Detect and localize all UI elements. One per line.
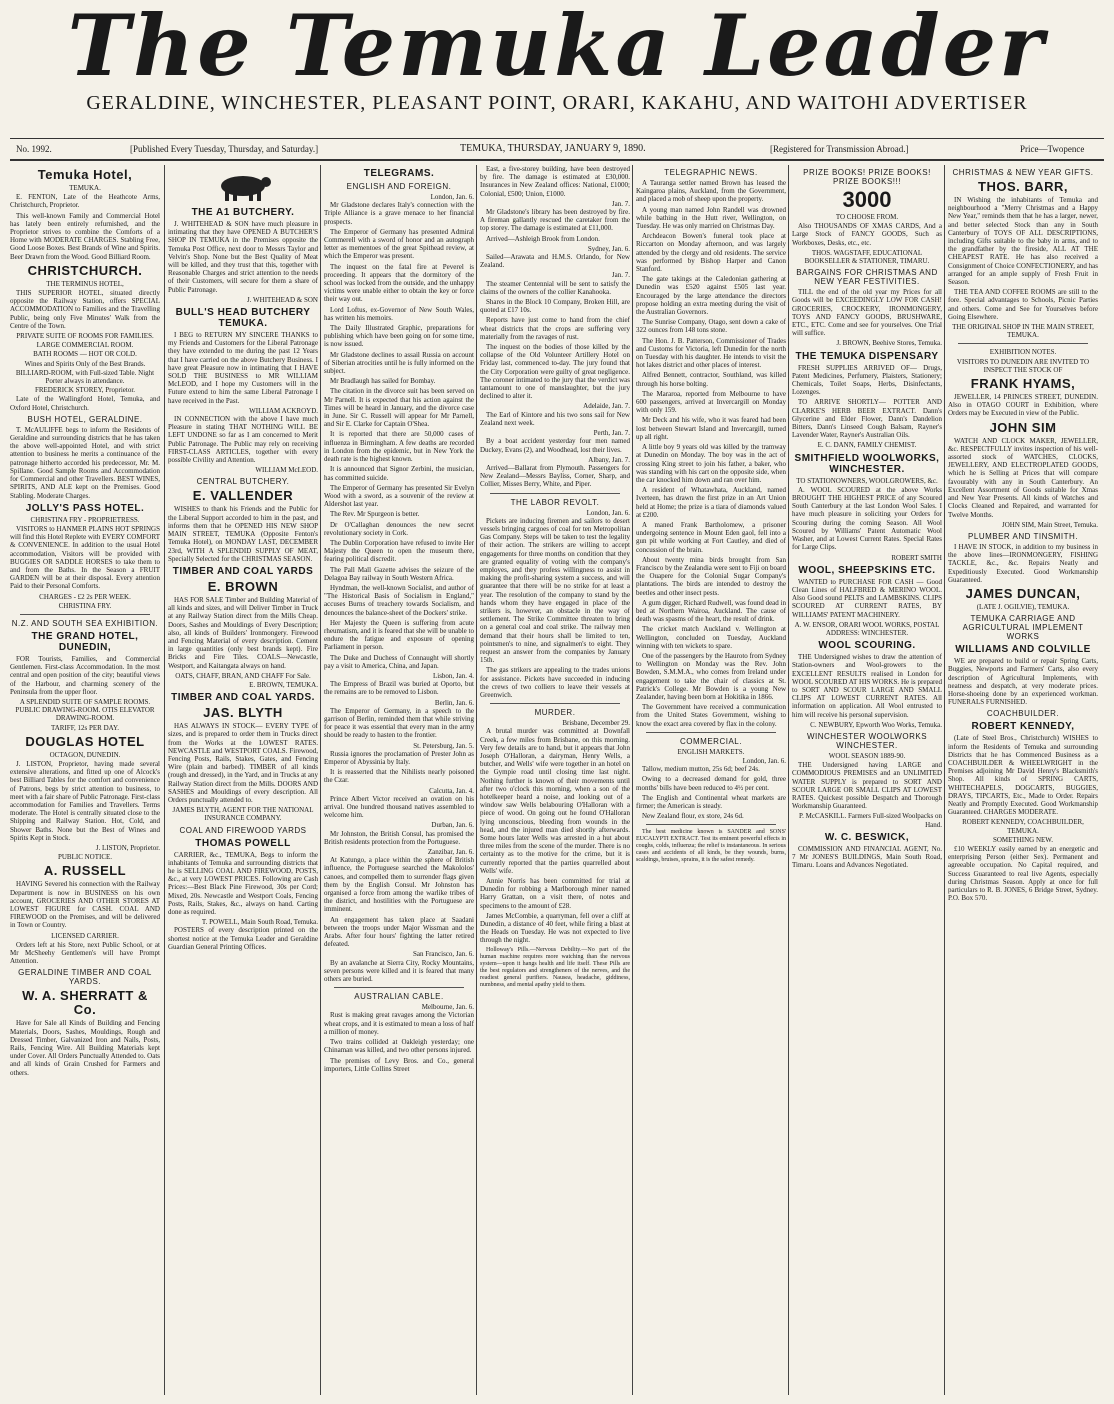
news-paragraph: The Daily Illustrated Graphic, preparations for publishing which have been going on for some time, is now issued.	[324, 324, 474, 349]
news-paragraph: Hyndman, the well-known Socialist, and author of "The Historical Basis of Socialism in England," accuses Burns of treachery towards Socialism, and denounces the balance-sheet of the Dockers' strike.	[324, 583, 474, 617]
newspaper-subtitle: GERALDINE, WINCHESTER, PLEASANT POINT, ORARI, KAKAHU, AND WAITOHI ADVERTISER	[86, 92, 1028, 114]
news-paragraph: Dr O'Callaghan denounces the new secret revolutionary society in Cork.	[324, 520, 474, 537]
ad-text: OATS, CHAFF, BRAN, AND CHAFF For Sale.	[175, 671, 311, 680]
ad-text: SOMETHING NEW.	[992, 835, 1054, 844]
ad-heading: TEMUKA CARRIAGE AND AGRICULTURAL IMPLEMENT WORKS	[962, 614, 1084, 642]
ad-text: JEWELLER, 14 PRINCES STREET, DUNEDIN. Also in OTAGO COURT in Exhibition, where Orders may be Executed in view of the Public.	[948, 393, 1098, 418]
news-paragraph: Rust is making great ravages among the Victorian wheat crops, and it is estimated to mean a loss of half a million of money.	[324, 1011, 474, 1036]
divider	[490, 493, 620, 494]
ad-text: VISITORS to HANMER PLAINS HOT SPRINGS will find this Hotel Replete with EVERY COMFORT & CONVENIENCE. In addition to the usual Hotel accommodation, Visitors will be provided with BUGGIES OR SADDLE HORSES to take them to and from the Baths. In the Season a FRUIT GARDEN will be at their disposal. Every attention Paid to their Personal Comforts.	[10, 524, 160, 591]
section-heading: COMMERCIAL.	[680, 736, 742, 746]
ad-heading: PRIZE BOOKS! PRIZE BOOKS! PRIZE BOOKS!!!	[803, 168, 931, 186]
ad-text: T. McAULIFFE begs to inform the Residents of Geraldine and surrounding districts that he has taken the above well-appointed Hotel, and with strict attention to business he merits a continuance of the patronage hitherto accorded his predecessor, Mr. M. Spillane. Good Sample Rooms and Accommodation for Commercial and other Travellers. BEST WINES, SPIRITS, AND ALE kept on the Premises. Good Stabling. Moderate Charges.	[10, 425, 160, 500]
section-subheading: ENGLISH MARKETS.	[677, 747, 745, 756]
ad-heading: ROBERT KENNEDY,	[971, 721, 1075, 733]
news-paragraph: Holloway's Pills.—Nervous Debility.—No part of the human machine requires more watching than the nervous system—upon it hangs health and life itself. These Pills are the best regulators and strengtheners of the nerves, and the readiest general purifiers. Nausea, headache, giddiness, numbness, and mental apathy yield to them.	[480, 946, 630, 988]
publication-schedule: [Published Every Tuesday, Thursday, and Saturday.]	[130, 144, 319, 154]
ad-signature: J. LISTON, Proprietor.	[95, 844, 160, 852]
section-heading: AUSTRALIAN CABLE.	[354, 992, 444, 1002]
registration-note: [Registered for Transmission Abroad.]	[770, 144, 909, 154]
dateline: Brisbane, December 29.	[562, 719, 630, 728]
ad-signature: J. BROWN, Beehive Stores, Temuka.	[836, 339, 942, 348]
ad-text: A SPLENDID SUITE OF SAMPLE ROOMS. PUBLIC DRAWING-ROOM. OTIS ELEVATOR DRAWING-ROOM.	[15, 697, 155, 723]
ad-text: CARRIER, &c., TEMUKA, Begs to inform the inhabitants of Temuka and surrounding districts that he is SELLING COAL AND FIREWOOD, POSTS, &c., at very LOWEST PRICES. Following are Cash Prices:—Best Black Pine Firewood, 30s per Cord; Mixed, 20s. Newcastle and Westport Coals, Fencing Posts, Rails, Stakes, &c., always on hand. Carting done as required.	[168, 850, 318, 916]
dateline: St. Petersburg, Jan. 5.	[413, 741, 474, 750]
column-rule	[320, 165, 321, 1395]
ad-text: IN CONNECTION with the above I have much Pleasure in stating THAT NOTHING WILL BE LEFT UNDONE so far as I am concerned to Merit Public Patronage. The Public may rely on receiving FIRST-CLASS ARTICLES, together with every possible Civility and Attention.	[168, 415, 318, 465]
news-paragraph: At Katungo, a place within the sphere of British influence, the Portuguese searched the Makololos' canoes, and compelled them to surrender flags given them by the English Consul. Mr Johnston has organised a force from among the warlike tribes of the district, and hostilities with the Portuguese are imminent.	[324, 856, 474, 914]
ad-text: CHRISTINA FRY.	[58, 601, 112, 610]
ad-text: E. FENTON, Late of the Heathcote Arms, Christchurch, Proprietor.	[10, 193, 160, 210]
ad-text: HAS ALWAYS IN STOCK— EVERY TYPE of sizes, and is prepared to order them in Trucks direct from the Works at the LOWEST RATES. NEWCASTLE and WESTPORT COALS. Firewood, Fencing Posts, Rails, Stakes, Gates, and Fencing Wire (plain and barbed). TIMBER of all kinds (rough and dressed), in the Yard, and in Trucks at any Railway Station direct from the Mills. DOORS AND SASHES and Mouldings of every description. All Orders punctually attended to.	[168, 722, 318, 804]
news-paragraph: The Hon. J. B. Patterson, Commissioner of Trades and Customs for Victoria, left Dunedin for the north on Tuesday with his daughter. He intends to visit the hot lakes district and other places of interest.	[636, 336, 786, 370]
ad-heading: TIMBER AND COAL YARDS	[172, 565, 314, 577]
dateline: Calcutta, Jan. 4.	[429, 786, 474, 795]
column-rule	[788, 165, 789, 1395]
ad-signature: THOS. WAGSTAFF, EDUCATIONAL BOOKSELLER & STATIONER, TIMARU.	[804, 248, 930, 266]
ad-signature: E. BROWN, TEMUKA.	[249, 680, 318, 689]
ad-text: Have for Sale all Kinds of Building and Fencing Materials, Doors, Sashes, Mouldings, Rough and Dressed Timber, Galvanized Iron and Nails, Posts, Rails, Fencing Wire. All Building Materials kept under Cover. All Orders Punctually Attended to. Oats and all kinds of Grain Crushed for Farmers and others.	[10, 1019, 160, 1077]
ad-text: BILLIARD-ROOM, with Full-sized Table. Night Porter always in attendance.	[15, 368, 155, 386]
news-paragraph: The Pall Mall Gazette advises the seizure of the Delagoa Bay railway in South Western Africa.	[324, 565, 474, 582]
ad-text: PRIVATE SUITE OF ROOMS FOR FAMILIES.	[16, 332, 154, 341]
news-paragraph: The Duke and Duchess of Connaught will shortly pay a visit to America, China, and Japan.	[324, 653, 474, 670]
ad-heading: W. C. BESWICK,	[824, 831, 910, 843]
ad-text: Orders left at his Store, next Public School, or at Mr McSheehy Gentlemen's will have Prompt Attention.	[10, 940, 160, 966]
news-paragraph: The English and Continental wheat markets are firmer; the American is steady.	[636, 793, 786, 811]
news-paragraph: By a boat accident yesterday four men named Duckey, Evans (2), and Woodhead, lost their lives.	[480, 437, 630, 454]
ad-heading: CHRISTCHURCH.	[27, 262, 143, 278]
dateline: Durban, Jan. 6.	[431, 821, 474, 830]
column-rule	[476, 165, 477, 1395]
news-paragraph: The premises of Levy Bros. and Co., general importers, Little Collins Street	[324, 1056, 474, 1073]
column-1	[10, 165, 160, 1395]
dateline: Adelaide, Jan. 7.	[583, 402, 630, 411]
news-paragraph: Mr Deck and his wife, who it was feared had been lost between Stewart Island and Invercargill, turned up all right.	[636, 416, 786, 441]
news-paragraph: The steamer Centennial will be sent to satisfy the claims of the owners of the collier Kanahooka.	[480, 279, 630, 296]
ad-heading: DOUGLAS HOTEL	[25, 733, 145, 749]
news-paragraph: It is reported that there are 50,000 cases of influenza in Birmingham. A few deaths are recorded in London from the epidemic, but in New York the death rate is the highest known.	[324, 430, 474, 464]
news-paragraph: A gum digger, Richard Rudwell, was found dead in bed at Northern Wairoa, Auckland. The cause of death was spasms of the heart, the result of drink.	[636, 598, 786, 624]
dateline: Albany, Jan. 7.	[588, 455, 630, 464]
ad-text: THE Undersigned having LARGE and COMMODIOUS PREMISES and an UNLIMITED WATER SUPPLY is prepared to SORT AND SCOUR LARGE OR SMALL CLIPS AT LOWEST RATES. Quickest possible Despatch and Thorough Workmanship Guaranteed.	[792, 761, 942, 811]
news-paragraph: Reports have just come to hand from the chief wheat districts that the crops are suffering very materially from the ravages of rust.	[480, 316, 630, 341]
ad-text: THE TEA AND COFFEE ROOMS are still to the fore. Special advantages to Schools, Picnic Parties and others. Come and See for Yourselves before Going Elsewhere.	[948, 288, 1098, 321]
news-paragraph: Mr Gladstone's library has been destroyed by fire. A fireman gallantly rescued the caretaker from the top storey. The damage is estimated at £11,000.	[480, 208, 630, 233]
dateline: Melbourne, Jan. 6.	[421, 1003, 474, 1012]
ad-text: IN Wishing the inhabitants of Temuka and neighbourhood a "Merry Christmas and a Happy New Year," reminds them that he has a larger, newer, and better selected Stock than any in South Canterbury of TOYS OF ALL DESCRIPTIONS, including Gifts suitable to the baby in arms, and to the grandfather by the fireside, ALL AT THE CHEAPEST RATE. He has also received a Consignment of Choice CONFECTIONERY, and has arranged for an ample supply of Fresh Fruit in Season.	[948, 196, 1098, 287]
news-paragraph: Archdeacon Bowen's funeral took place at Riccarton on Monday afternoon, and was largely attended by the clergy and old residents. The service was performed by Bishop Harper and Canon Stanford.	[636, 232, 786, 274]
dateline: TEMUKA, THURSDAY, JANUARY 9, 1890.	[460, 143, 646, 154]
news-paragraph: The Rev. Mr Spurgeon is better.	[330, 510, 420, 519]
ad-text: I BEG to RETURN MY SINCERE THANKS to my Friends and Customers for the Liberal Patronage they have extended to me during the past 12 Years that I have carried on the above Butchery Business. I have great Pleasure now in intimating that I HAVE SOLD THE BUSINESS to MR WILLIAM McLEOD, and I hope my Customers will in the Future extend to him the same Liberal Patronage I have received in the Past.	[168, 331, 318, 405]
ad-signature: P. McCASKILL. Farmers Full-sized Woolpacks on Hand.	[799, 812, 942, 829]
ad-heading: GERALDINE TIMBER AND COAL YARDS.	[18, 968, 152, 987]
ad-subheading: TEMUKA.	[69, 184, 101, 192]
ad-heading: CHRISTMAS & NEW YEAR GIFTS.	[952, 168, 1094, 177]
ad-big-number: 3000	[842, 187, 892, 212]
ad-text: COMMISSION AND FINANCIAL AGENT, No. 7 Mr JONES'S BUILDINGS, Main South Road, Timaru. Loans and Advances Negotiated.	[792, 844, 942, 870]
dateline: London, Jan. 6.	[742, 757, 786, 765]
ad-heading: JOLLY'S PASS HOTEL.	[25, 502, 145, 514]
section-heading: TELEGRAMS.	[363, 168, 435, 179]
dateline: San Francisco, Jan. 6.	[412, 950, 474, 959]
column-2	[168, 165, 318, 1395]
news-paragraph: Two trains collided at Oakleigh yesterday; one Chinaman was killed, and two other persons injured.	[324, 1038, 474, 1055]
ad-heading: Temuka Hotel,	[37, 167, 133, 182]
ad-heading: CENTRAL BUTCHERY.	[196, 477, 290, 487]
ad-signature: JOHN SIM, Main Street, Temuka.	[1001, 520, 1098, 529]
ad-text: EXHIBITION NOTES.	[989, 348, 1057, 357]
column-4	[480, 165, 630, 1395]
issue-info-bar	[10, 138, 1104, 161]
section-subheading: ENGLISH AND FOREIGN.	[346, 182, 452, 191]
ad-text: A. WOOL SCOURED at the above Works BROUGHT THE HIGHEST PRICE of any Scoured South Canterbury at the last London Wool Sales. I have much pleasure in soliciting your Orders for Scouring during the coming Season. All Wool Scoured by Williams' Patent Automatic Wool Washer, and at Lowest Current Rates. Special Rates for Large Clips.	[792, 485, 942, 552]
news-paragraph: East, a five-storey building, have been destroyed by fire. The damage is estimated at £30,000. Insurances in New Zealand offices: National, £1000; Colonial, £500; Union, £1000.	[480, 165, 630, 198]
ad-heading: JAS. BLYTH	[203, 705, 283, 721]
news-paragraph: The gate takings at the Caledonian gathering at Dunedin was £520 against £505 last year. Encouraged by the large attendance the directors propose holding an extra meeting during the visit of the Australian Governors.	[636, 275, 786, 317]
ad-heading: TIMBER AND COAL YARDS.	[171, 692, 315, 704]
dateline: Jan. 7.	[611, 271, 630, 280]
column-rule	[164, 165, 165, 1395]
ad-text: I HAVE IN STOCK, in addition to my business in the above lines—IRONMONGERY, FISHING TACKLE, &c., &c. Repairs Neatly and Expeditiously Executed. Good Workmanship Guaranteed.	[948, 542, 1098, 584]
ad-heading: JAMES DUNCAN,	[965, 585, 1081, 601]
ad-text: Wines and Spirits Only of the Best Brands.	[24, 359, 146, 368]
ad-heading: THE GRAND HOTEL, DUNEDIN,	[31, 630, 139, 653]
ad-text: This well-known Family and Commercial Hotel has lately been entirely refurnished, and the Proprietor strives to combine the Comforts of a Home with MODERATE CHARGES. Stabling Free, Good Loose Boxes. Best Brands of Wine and Spirits. Beer Drawn from the Wood. Good Billiard Room.	[10, 211, 160, 261]
news-paragraph: Mr Gladstone declares Italy's connection with the Triple Alliance is a grave menace to her financial prospects.	[324, 201, 474, 226]
news-paragraph: Arrived—Ballarat from Plymouth. Passengers for New Zealand—Messrs Bayliss, Corner, Sharp, and Collier, Misses Berry, White, and Piper.	[480, 463, 630, 489]
ad-text: TILL the end of the old year my Prices for all Goods will be EXCEEDINGLY LOW FOR CASH! GROCERIES, CROCKERY, IRONMONGERY, TOYS AND FANCY GOODS, BRUSHWARE, ETC., ETC. Come and see for yourselves. One Trial will suffice.	[792, 288, 942, 338]
column-5	[636, 165, 786, 1395]
dateline: Sydney, Jan. 6.	[587, 244, 630, 253]
ad-signature: A. W. ENSOR, ORARI WOOL WORKS, POSTAL ADDRESS: WINCHESTER.	[794, 620, 940, 637]
ad-heading: PLUMBER AND TINSMITH.	[968, 531, 1078, 541]
ad-text: CHARGES - £2 2s PER WEEK.	[39, 592, 131, 601]
divider	[20, 614, 150, 615]
ox-illustration	[213, 169, 273, 203]
ad-text: J. WHITEHEAD & SON have much pleasure in intimating that they have OPENED A BUTCHER'S SHOP IN TEMUKA in the Premises opposite the Temuka Post Office, next door to Messrs Taylor and Velvin's Shop. None but the Best Quality of Meat will be killed, and they trust that this, together with Reasonable Charges and strict attention to the needs of their Customers, will secure for them a share of Public Patronage.	[168, 220, 318, 294]
masthead	[0, 0, 1114, 130]
ad-heading: FRANK HYAMS,	[970, 376, 1076, 392]
news-paragraph: Owing to a decreased demand for gold, three months' bills have been reduced to 4½ per cent.	[636, 775, 786, 792]
news-paragraph: Annie Norris has been committed for trial at Dunedin for robbing a Marlborough miner named Harry Grattan, on a visit there, of notes and specimens to the amount of £28.	[480, 877, 630, 910]
section-heading: MURDER.	[534, 708, 576, 718]
ad-text: Also THOUSANDS OF XMAS CARDS, And a Large Stock of FANCY GOODS, Such as Workboxes, Desks, etc., etc.	[792, 222, 942, 247]
dateline: Lisbon, Jan. 4.	[432, 671, 474, 680]
dateline: Berlin, Jan. 6.	[434, 698, 474, 707]
news-paragraph: A little boy 9 years old was killed by the tramway at Dunedin on Monday. The boy was in the act of crossing King street to join his father, a baker, who was standing with his cart on the opposite side, when the car knocked him down and ran over him.	[636, 443, 786, 484]
ad-text: FOR Tourists, Families, and Commercial Gentlemen. First-class Accommodation. In the most central and open position of the city; beautiful views of the Harbour, and charming scenery of the Peninsula from the upper floor.	[10, 654, 160, 696]
news-paragraph: One of the passengers by the Hauroto from Sydney to Wellington on Monday was the Rev. John Bowden, S.M.M.A., who comes from Ireland under engagement to take the chair of classics at St. Patrick's College. Mr Bowden is a young New Zealander, having been born at Hokitika in 1866.	[636, 651, 786, 701]
ad-heading: JOHN SIM	[989, 419, 1057, 435]
news-paragraph: The Sunrise Company, Otago, sent down a cake of 322 ounces from 148 tons stone.	[636, 318, 786, 335]
ad-text: Late of the Wallingford Hotel, Temuka, and Oxford Hotel, Christchurch.	[10, 395, 160, 412]
ad-text: (Late of Steel Bros., Christchurch) WISHES to inform the Residents of Temuka and surrounding Districts that he has Commenced Business as a COACHBUILDER & WHEELWRIGHT in the Premises adjoining Mr David Henry's Blacksmith's Shop. All kinds of SPRING CARTS, WHITECHAPELS, DOGCARTS, BUGGIES, DRAYS, TIPCARTS, Etc., Made to Order. Repairs Neatly and Promptly Executed. Good Workmanship Guaranteed. CHARGES MODERATE.	[948, 734, 1098, 817]
ad-text: TARIFF, 12s PER DAY.	[51, 723, 119, 732]
ad-text: WATCH AND CLOCK MAKER, JEWELLER, &c. RESPECTFULLY invites inspection of his well-assorted stock of WATCHES, CLOCKS, JEWELLERY, AND ELECTROPLATED GOODS, which he is Selling at Prices that will compare favourably with any in South Canterbury. An Excellent Assortment of Goods suitable for Xmas and New Year Presents. All kinds of Watches and Clocks Cleaned and Repaired, and warranted for Twelve Months.	[948, 436, 1098, 519]
news-paragraph: Her Majesty the Queen is suffering from acute rheumatism, and it is feared that she will be unable to endure the fatigue and exposure of opening Parliament in person.	[324, 618, 474, 652]
ad-heading: BARGAINS FOR CHRISTMAS AND NEW YEAR FESTIVITIES.	[796, 268, 938, 287]
dateline: London, Jan. 6.	[430, 193, 474, 201]
news-paragraph: Alfred Bennett, contractor, Southland, was killed through his horse bolting.	[636, 371, 786, 388]
ad-heading: BUSH HOTEL, GERALDINE.	[27, 414, 143, 424]
ad-heading: W. A. SHERRATT & Co.	[22, 988, 148, 1018]
news-paragraph: New Zealand flour, ex store, 24s 6d.	[642, 812, 744, 821]
ad-heading: WILLIAMS AND COLVILLE	[955, 644, 1091, 656]
ad-subheading: THE TERMINUS HOTEL,	[46, 279, 124, 288]
ad-text: WANTED to PURCHASE FOR CASH — Good Clean Lines of HALFBRED & MERINO WOOL. Also Good sound PELTS and LAMBSKINS. CLIPS SCOURED AT CURRENT RATES, BY WILLIAMS' PATENT MACHINERY.	[792, 577, 942, 619]
section-heading: THE LABOR REVOLT.	[510, 497, 600, 507]
column-3	[324, 165, 474, 1395]
news-paragraph: Mr Bradlaugh has sailed for Bombay.	[330, 377, 436, 386]
ad-heading: COAL AND FIREWOOD YARDS	[179, 825, 307, 835]
dateline: Zanzibar, Jan. 6.	[427, 848, 474, 857]
ad-text: JAMES BLYTH, AGENT FOR THE NATIONAL INSURANCE COMPANY.	[172, 806, 314, 823]
news-paragraph: An engagement has taken place at Saadani between the troops under Major Wissman and the Arabs. After four hours' fighting the latter retired defeated.	[324, 915, 474, 949]
news-paragraph: The citation in the divorce suit has been served on Mr Parnell. It is expected that his action against the Times will be heard in January, and the divorce case in June. Sir C. Russell will appear for Mr Parnell, and Sir E. Clarke for Captain O'Shea.	[324, 387, 474, 429]
ad-heading: WOOL SCOURING.	[818, 640, 916, 652]
news-paragraph: It is announced that Signor Zerbini, the musician, has committed suicide.	[324, 465, 474, 482]
divider	[490, 703, 620, 704]
ad-text: PUBLIC NOTICE.	[57, 853, 113, 862]
column-7	[948, 165, 1098, 1395]
newspaper-title: The Temuka Leader	[67, 0, 1047, 95]
divider	[646, 732, 776, 733]
news-paragraph: James McCombie, a quarryman, fell over a cliff at Dunedin, a distance of 40 feet, while firing a blast at the Heads on Tuesday. He was not expected to live through the night.	[480, 911, 630, 945]
dateline: Perth, Jan. 7.	[593, 429, 630, 438]
ad-signature: T. POWELL, Main South Road, Temuka.	[201, 918, 318, 927]
ad-text: LARGE COMMERCIAL ROOM.	[36, 341, 134, 350]
ad-text: TO STATIONOWNERS, WOOLGROWERS, &c.	[796, 476, 938, 485]
news-paragraph: The Government have received a communication from the United States Government, wishing to know the exact area covered by flax in the colony.	[636, 703, 786, 728]
news-paragraph: The Empress of Brazil was buried at Oporto, but the remains are to be removed to Lisbon.	[324, 680, 474, 697]
ad-heading: A. RUSSELL	[43, 863, 127, 879]
ad-subheading: OCTAGON, DUNEDIN.	[49, 750, 121, 759]
ad-text: WOOL SEASON 1889-90.	[828, 751, 906, 760]
section-heading: TELEGRAPHIC NEWS.	[664, 168, 758, 177]
news-paragraph: The Dublin Corporation have refused to invite Her Majesty the Queen to open the museum there, fearing political discredit.	[324, 538, 474, 564]
ad-text: TO CHOOSE FROM.	[835, 213, 899, 221]
ad-heading: COACHBUILDER.	[986, 709, 1060, 719]
news-paragraph: The Emperor of Germany has presented Sir Evelyn Wood with a sword, as a souvenir of the review at Aldershot last year.	[324, 483, 474, 509]
ad-heading: E. BROWN	[207, 578, 279, 594]
column-rule	[944, 165, 945, 1395]
ad-text: LICENSED CARRIER.	[51, 931, 119, 940]
news-paragraph: A brutal murder was committed at Downfall Creek, a few miles from Brisbane, on this morning. Very few details are to hand, but it appears that John Joseph O'Halloran, a dairyman, Henry Wells, a butcher, and Wells' wife were together in an hotel on the Gympie road until closing time last night. Nothing further is known of their movements until after two o'clock this morning, when a son of the hotelkeeper heard a noise, and looking out of a window saw Wells belabouring O'Halloran with a piece of wood. On going out he found O'Halloran lying unconscious, bleeding from wounds in the head, and the injured man died shortly afterwards. Some hours later Wells was arrested in a hut about three miles from the scene of the murder. There is no certainty as to the motive for the crime, but it is currently reported that the parties quarrelled about Wells' wife.	[480, 727, 630, 875]
ad-text: (LATE J. OGILVIE), TEMUKA.	[976, 602, 1070, 611]
ad-heading: WOOL, SHEEPSKINS ETC.	[798, 564, 936, 576]
ad-signature: C. NEWBURY, Epworth Woo Works, Temuka.	[810, 720, 942, 729]
ad-signature: ROBERT SMITH	[891, 553, 942, 562]
news-paragraph: The Earl of Kintore and his two sons sail for New Zealand next week.	[480, 410, 630, 427]
ad-heading: N.Z. AND SOUTH SEA EXHIBITION.	[11, 618, 159, 628]
ad-heading: THE A1 BUTCHERY.	[191, 207, 295, 218]
news-paragraph: Prince Albert Victor received an ovation on his arrival. One hundred thousand natives assembled to welcome him.	[324, 794, 474, 820]
news-paragraph: About twenty mina birds brought from San Francisco by the Zealandia were sent to Fiji on board the Ouapere for the Colonial Sugar Company's plantations. The birds are intended to destroy the beetles and other insect pests.	[636, 555, 786, 597]
ad-heading: E. VALLENDER	[192, 488, 294, 504]
news-paragraph: The Emperor of Germany, in a speech to the garrison of Berlin, reminded them that while striving for peace it was essential that every man in the army should be ready to hasten to the frontier.	[324, 706, 474, 740]
ad-text: VISITORS TO DUNEDIN ARE INVITED TO INSPECT THE STOCK OF	[956, 357, 1090, 374]
ad-signature: J. WHITEHEAD & SON	[246, 295, 318, 304]
news-paragraph: A Tauranga settler named Brown has leased the Kaingaroa plains, Auckland, from the Government, and placed a mob of sheep upon the property.	[636, 179, 786, 204]
ad-signature: WILLIAM McLEOD.	[255, 466, 318, 475]
news-paragraph: Russia ignores the proclamation of Prester John as Emperor of Abyssinia by Italy.	[324, 749, 474, 766]
ad-heading: THOS. BARR,	[978, 179, 1068, 194]
ad-text: THE ORIGINAL SHOP IN THE MAIN STREET, TEMUKA.	[952, 323, 1094, 340]
ad-text: THIS SUPERIOR HOTEL, situated directly opposite the Railway Station, offers SPECIAL ACCOMMODATION to Families and the Travelling Public, being only Five Minutes' Walk from the Centre of the Town.	[10, 289, 160, 330]
ad-heading: WINCHESTER WOOLWORKS WINCHESTER.	[806, 731, 928, 750]
ad-signature: E. C. DANN, FAMILY CHEMIST.	[817, 441, 917, 450]
ad-heading: THE TEMUKA DISPENSARY	[795, 350, 939, 362]
news-paragraph: Mr Gladstone declines to assail Russia on account of Siberian atrocities until he is fully informed on the subject.	[324, 350, 474, 376]
ad-text: TO ARRIVE SHORTLY— POTTER AND CLARKE'S HERB BEER EXTRACT. Dann's Glycerine and Elder Flower, Dann's Dandelion Bitters, Dann's Linseed Cough Balsam, Rayner's Lavender Water, Rayner's Australian Oils.	[792, 398, 942, 440]
ad-text: FREDERICK STOREY, Proprietor.	[34, 386, 136, 395]
news-paragraph: The cricket match Auckland v. Wellington at Wellington, concluded on Tuesday, Auckland winning with ten wickets to spare.	[636, 625, 786, 650]
ad-text: HAS FOR SALE Timber and Building Material of all kinds and sizes, and will Deliver Timber in Truck at any Railway Station direct from the Mills Cheap. Doors, Sashes and Mouldings of Every Description; also, all kinds of Builders' Ironmongery. Firewood and Fencing Material of every description. Cement in large quantities (only best brands kept). Fire Bricks and Fire Tiles. COALS—Newcastle, Westport, and Kaitangata always on hand.	[168, 595, 318, 670]
ad-text: BATH ROOMS — HOT OR COLD.	[33, 350, 137, 359]
news-paragraph: Tallow, medium mutton, 25s 6d; beef 24s.	[642, 765, 760, 774]
news-paragraph: A young man named John Randell was drowned while bathing in the Hutt river, Wellington, on Tuesday. He was only married on Christmas Day.	[636, 205, 786, 231]
news-paragraph: The Mararoa, reported from Melbourne to have 600 passengers, arrived at Invercargill on Monday with only 159.	[636, 389, 786, 415]
ad-text: THE Undersigned wishes to draw the attention of Station-owners and Wool-growers to the EXCELLENT RESULTS realised in London for WOOL SCOURED AT HIS WORKS. He is prepared to SORT AND SCOUR LARGE AND SMALL CLIPS AT LOWEST CURRENT RATES. All information on application. All Wool entrusted to him will receive his personal supervision.	[792, 653, 942, 719]
ad-text: HAVING Severed his connection with the Railway Department is now in BUSINESS on his own account, GROCERIES AND OTHER STORES AT LOWEST FIGURE for CASH. COAL AND FIREWOOD on the Premises, and will be delivered in Town or Country.	[10, 880, 160, 930]
news-paragraph: A maned Frank Bartholomew, a prisoner undergoing sentence in Mount Eden gaol, fell into a gun pit while working at Fort Cautley, and died of concussion of the brain.	[636, 520, 786, 554]
news-paragraph: The gas strikers are appealing to the trades unions for assistance. Pickets have succeeded in inducing the crews of two colliers to leave their vessels at Greenwich.	[480, 666, 630, 699]
news-paragraph: The best medicine known is SANDER and SONS' EUCALYPTI EXTRACT. Test its eminent powerful effects in coughs, colds, influenza; the relief is instantaneous. In serious cases and accidents of all kinds, be they wounds, burns, scaldings, bruises, sprains, it is the safest remedy.	[636, 829, 786, 864]
column-rule	[632, 165, 633, 1395]
ad-text: CHRISTINA FRY - PROPRIETRESS.	[30, 515, 140, 524]
ad-text: FRESH SUPPLIES ARRIVED OF— Drugs, Patent Medicines, Perfumery, Plaisters, Stationery; Chemicals, Toilet Soaps, Herbs, Disinfectants, Lozenges.	[792, 363, 942, 397]
divider	[958, 343, 1088, 344]
column-6	[792, 165, 942, 1395]
columns	[10, 165, 1104, 1395]
divider	[646, 824, 776, 825]
ad-heading: SMITHFIELD WOOLWORKS, WINCHESTER.	[794, 452, 940, 475]
ad-heading: THOMAS POWELL	[195, 837, 291, 849]
news-paragraph: Pickets are inducing firemen and sailors to desert vessels bringing cargoes of coal for ten Metropolitan Gas Company. Steps will be taken to test the legality of their action. The strikers are willing to accept engagements for three months on condition that they are granted equality of voting with the company's employes, and they profess willingness to assist in making the profit-sharing system a success, and will guarantee that there will be no strike for at least a year. The resolution of the company to stand by the hands whom they have engaged in place of the strikers is, however, an obstacle in the way of settlement. The Strike Committee threaten to bring on a general coal and coal strike. The railway men demand that their hours shall be limited to ten, pointsmen's to nine, and signalmen's to eight. They request an answer from the companies by January 15th.	[480, 516, 630, 665]
divider	[334, 987, 464, 988]
ad-text: J. LISTON, Proprietor, having made several extensive alterations, and fitted up one of Alcock's best Billiard Tables for the comfort and convenience of Patrons, begs by strict attention to business, to meet with a fair share of Public Patronage. First-class accommodation for Families and Travellers. Terms moderate. The Hotel is centrally situated close to the Shipping and Railway Station. Hot, Cold, and Shower Baths. None but the Best of Wines and Spirits Kept in Stock.	[10, 759, 160, 842]
ad-heading: BULL'S HEAD BUTCHERY TEMUKA.	[175, 307, 311, 330]
news-paragraph: The inquest on the fatal fire at Peverel is proceeding. It appears that the dormitory of the school was locked from the outside, and the unhappy victims were unable either to obtain the key or force their way out.	[324, 262, 474, 304]
ad-text: POSTERS of every description printed on the shortest notice at the Temuka Leader and Geraldine Guardian General Printing Offices.	[168, 926, 318, 951]
news-paragraph: A resident of Whatawhata, Auckland, named Iverteen, has drawn the first prize in an Art Union held at Home; the prize is a tiara of diamonds valued at £200.	[636, 486, 786, 519]
news-paragraph: Shares in the Block 10 Company, Broken Hill, are quoted at £17 10s.	[480, 298, 630, 315]
price: Price—Twopence	[1020, 144, 1085, 154]
ad-text: WISHES to thank his Friends and the Public for the Liberal Support accorded to him in the past, and informs them that he OPENED HIS NEW SHOP MAIN STREET, TEMUKA (Opposite Fenton's Temuka Hotel), on MONDAY LAST, DECEMBER 23rd, WITH A SPLENDID SUPPLY OF MEAT, Specially Selected for the CHRISTMAS SEASON.	[168, 505, 318, 563]
ad-signature: ROBERT KENNEDY, COACHBUILDER, TEMUKA.	[962, 818, 1084, 835]
issue-number: No. 1992.	[16, 144, 52, 154]
news-paragraph: Sailed—Arawata and H.M.S. Orlando, for New Zealand.	[480, 253, 630, 270]
news-paragraph: Arrived—Ashleigh Brook from London.	[486, 234, 600, 243]
news-paragraph: Lord Loftus, ex-Governor of New South Wales, has written his memoirs.	[324, 305, 474, 322]
news-paragraph: The inquest on the bodies of those killed by the collapse of the Old Volunteer Artillery Hotel on Friday last, commenced to-day. The jury found that the City Corporation were guilty of great negligence. The coroner intimated to the jury that the verdict was tantamount to one of manslaughter, but the jury declined to alter it.	[480, 343, 630, 401]
news-paragraph: It is reasserted that the Nihilists nearly poisoned the Czar.	[324, 768, 474, 785]
ad-signature: WILLIAM ACKROYD.	[249, 406, 318, 415]
dateline: London, Jan. 6.	[586, 508, 630, 517]
news-paragraph: By an avalanche at Sierra City, Rocky Mountains, seven persons were killed and it is feared that many others are buried.	[324, 958, 474, 984]
news-paragraph: Mr Johnston, the British Consul, has promised the British residents protection from the Portuguese.	[324, 829, 474, 846]
ad-text: £10 WEEKLY easily earned by an energetic and enterprising Person (either Sex). Permanent and agreeable occupation. No Capital required, and Success Guaranteed to real live Agents, especially during Christmas Season. Apply at once for full particulars to R. B. JONES, 6 Bridge Street, Sydney. P.O. Box 570.	[948, 844, 1098, 903]
dateline: Jan. 7.	[611, 199, 630, 208]
news-paragraph: The Emperor of Germany has presented Admiral Commerell with a sword of honor and an autograph letter as mementoes of the great Spithead review, at which the Emperor was present.	[324, 227, 474, 261]
ad-text: WE are prepared to build or repair Spring Carts, Buggies, Newports and Farmers' Carts, also every description of Agricultural Implements, with neatness and despatch, at very moderate prices. Horse-shoeing done by an experienced workman. FUNERALS FURNISHED.	[948, 657, 1098, 707]
